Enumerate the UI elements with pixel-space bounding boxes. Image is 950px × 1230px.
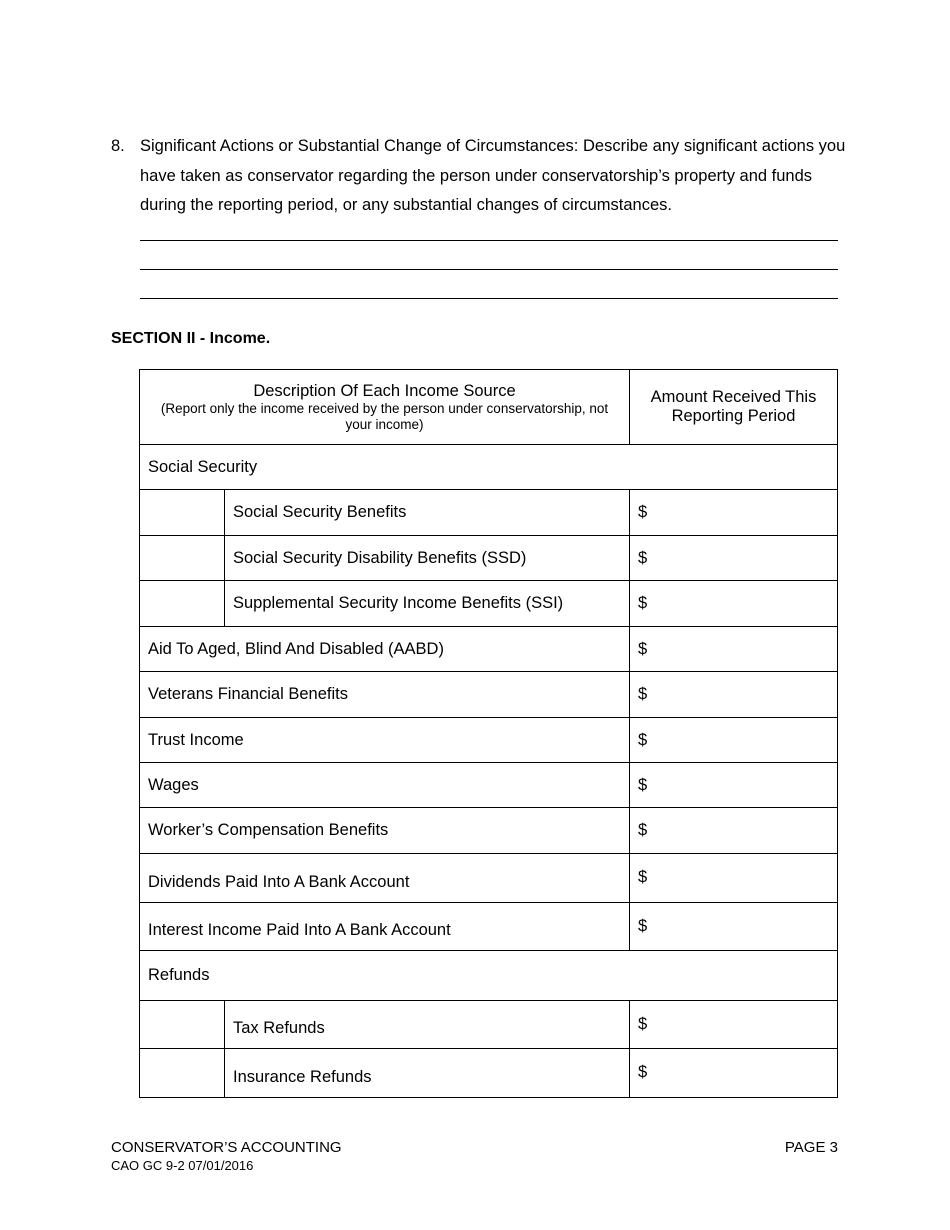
table-row <box>139 490 838 536</box>
answer-line-2[interactable] <box>140 269 838 270</box>
income-label: Veterans Financial Benefits <box>148 685 348 703</box>
income-label: Social Security Benefits <box>224 490 629 535</box>
income-label: Interest Income Paid Into A Bank Account <box>148 921 451 939</box>
table-row-refunds <box>139 951 838 1001</box>
footer-page-number: PAGE 3 <box>784 1139 838 1156</box>
amount-field[interactable]: $ <box>629 536 837 580</box>
section-title: SECTION II - Income. <box>111 330 271 347</box>
table-row <box>139 763 838 808</box>
table-row <box>139 903 838 951</box>
table-row <box>139 581 838 627</box>
income-label: Tax Refunds <box>224 1001 629 1048</box>
group-label-social-security: Social Security <box>148 457 258 476</box>
amount-field[interactable]: $ <box>629 627 837 671</box>
amount-field[interactable]: $ <box>629 1049 837 1097</box>
header-description-title: Description Of Each Income Source <box>253 381 516 400</box>
footer-form-title: CONSERVATOR’S ACCOUNTING <box>111 1139 342 1156</box>
table-row <box>139 808 838 854</box>
income-label: Supplemental Security Income Benefits (SSI) <box>224 581 629 626</box>
footer-form-code: CAO GC 9-2 07/01/2016 <box>111 1158 254 1173</box>
table-row <box>139 627 838 672</box>
amount-field[interactable]: $ <box>629 763 837 807</box>
question-text: Significant Actions or Substantial Change of Circumstances: Describe any significant actions you have taken as conservator regarding the person under conservatorship’s property and funds during the reporting period, or any substantial changes of circumstances. <box>140 137 846 214</box>
answer-line-3[interactable] <box>140 298 838 299</box>
header-description <box>140 370 629 444</box>
amount-field[interactable]: $ <box>629 903 837 950</box>
table-row <box>139 672 838 718</box>
table-row <box>139 718 838 763</box>
income-label: Social Security Disability Benefits (SSD) <box>224 536 629 580</box>
amount-field[interactable]: $ <box>629 490 837 535</box>
table-row <box>139 1049 838 1098</box>
table-row-social-security <box>139 445 838 490</box>
amount-field[interactable]: $ <box>629 581 837 626</box>
table-row <box>139 854 838 903</box>
amount-field[interactable]: $ <box>629 854 837 902</box>
amount-field[interactable]: $ <box>629 808 837 853</box>
amount-field[interactable]: $ <box>629 672 837 717</box>
amount-field[interactable]: $ <box>629 718 837 762</box>
header-description-note: (Report only the income received by the person under conservatorship, not your income) <box>160 400 609 432</box>
answer-line-1[interactable] <box>140 240 838 241</box>
income-label: Trust Income <box>148 730 244 749</box>
income-label: Aid To Aged, Blind And Disabled (AABD) <box>148 639 444 658</box>
income-label: Wages <box>148 775 199 794</box>
income-label: Dividends Paid Into A Bank Account <box>148 872 410 891</box>
question-number: 8. <box>111 137 125 155</box>
table-row <box>139 536 838 581</box>
group-label-refunds: Refunds <box>148 966 210 984</box>
amount-field[interactable]: $ <box>629 1001 837 1048</box>
table-row <box>139 1001 838 1049</box>
table-header-row <box>139 369 838 445</box>
income-label: Insurance Refunds <box>224 1049 629 1097</box>
income-label: Worker’s Compensation Benefits <box>148 821 389 839</box>
header-amount: Amount Received This Reporting Period <box>629 370 837 444</box>
